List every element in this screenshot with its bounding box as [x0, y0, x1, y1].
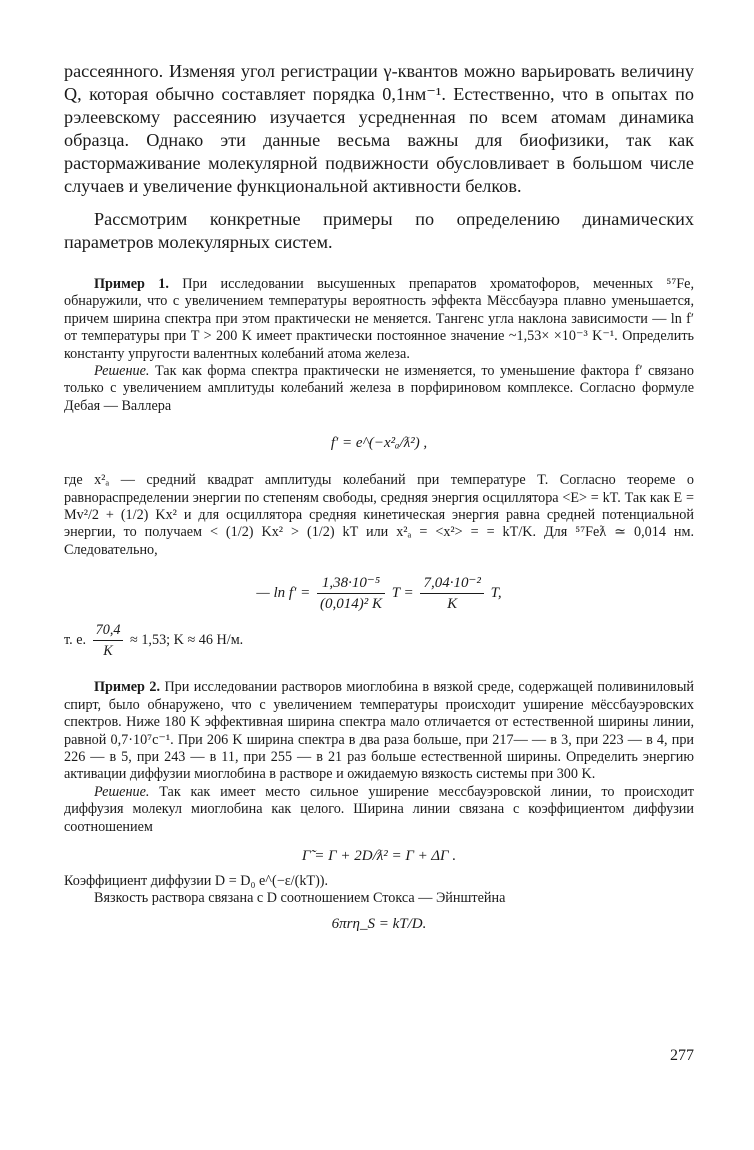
ln-f-mid: T = [391, 585, 414, 602]
stokes-einstein-formula: 6πrη_S = kT/D. [331, 915, 427, 932]
ln-f-lhs: — ln f′ = [256, 585, 311, 602]
page-number: 277 [670, 1047, 694, 1064]
fraction-2 [420, 573, 483, 614]
ln-f-formula [64, 573, 694, 614]
result-fraction [93, 620, 124, 661]
example-1-text: При исследовании высушенных препаратов хроматофоров, меченных ⁵⁷Fe, обнаружили, что с увеличением температуры вероятность эффекта Мёссбауэра плавно уменьшается, причем ширина спектра при этом практически не меняется. Тангенс угла наклона зависимости — ln f′ от температуры при T > 200 K имеет практически постоянное значение ~1,53× ×10⁻³ K⁻¹. Определить константу упругости валентных колебаний атома железа. [64, 276, 694, 362]
example-2-solution [64, 784, 694, 836]
example-1-statement [64, 276, 694, 363]
example-1-derivation: где x²ₐ — средний квадрат амплитуды колебаний при температуре T. Согласно теореме о равнораспределении энергии по степеням свободы, средняя энергия осциллятора <E> = kT. Так как E = Mv²/2 + (1/2) Kx² и для осциллятора средняя кинетическая энергия равна средней потенциальной энергии, то получаем < (1/2) Kx² > (1/2) kT или x²ₐ = <x²> = = kT/K. Для ⁵⁷Feƛ ≃ 0,014 нм. Следовательно, [64, 472, 694, 558]
example-1-label: Пример 1. [94, 276, 169, 292]
result-tail: ≈ 1,53; K ≈ 46 Н/м. [130, 632, 244, 649]
viscosity-text: Вязкость раствора связана с D соотношением Стокса — Эйнштейна [94, 890, 506, 907]
intro-paragraph-1: рассеянного. Изменяя угол регистрации γ-квантов можно варьировать величину Q, которая обычно составляет порядка 0,1нм⁻¹. Естественно, что в опытах по рэлеевскому рассеянию изучается усредненная по всем атомам динамика образца. Однако эти данные весьма важны для биофизики, так как растормаживание молекулярной подвижности обусловливает в большом числе случаев и увеличение функциональной активности белков. [64, 61, 694, 196]
debye-waller-formula: f′ = e^(−x²ₐ/ƛ²) , [330, 435, 428, 452]
example-1-solution-text: Так как форма спектра практически не изменяется, то уменьшение фактора f′ связано только с увеличением амплитуды колебаний железа в порфириновом комплексе. Согласно формуле Дебая — Валлера [64, 363, 694, 414]
fraction-1-denominator: (0,014)² K [319, 596, 382, 613]
line-width-formula: Γ̃ = Γ + 2D/ƛ² = Γ + ΔΓ . [301, 847, 457, 864]
example-2-statement [64, 679, 694, 783]
example-1-solution-label: Решение. [94, 363, 150, 380]
example-1-solution [64, 363, 694, 415]
intro-paragraph-2: Рассмотрим конкретные примеры по определению динамических параметров молекулярных систем. [64, 209, 694, 252]
fraction-2-denominator: K [447, 596, 458, 613]
fraction-2-numerator: 7,04·10⁻² [420, 573, 483, 594]
fraction-1-numerator: 1,38·10⁻⁵ [317, 573, 385, 594]
example-1-result [64, 620, 694, 661]
result-denominator: K [103, 643, 113, 660]
result-prefix: т. е. [64, 632, 87, 649]
result-numerator: 70,4 [93, 620, 124, 641]
example-2-label: Пример 2. [94, 679, 161, 696]
page-body [64, 60, 694, 939]
fraction-1 [317, 573, 385, 614]
diffusion-coefficient-text: Коэффициент диффузии D = D₀ e^(−ε/(kT)). [64, 872, 329, 889]
ln-f-end: T, [490, 585, 502, 602]
example-2-text: При исследовании растворов миоглобина в вязкой среде, содержащей поливиниловый спирт, было обнаружено, что с увеличением температуры происходит уширение мёссбауэровских спектров. Ниже 180 K эффективная ширина спектра мало отличается от естественной ширины линии, равной 0,7·10⁷с⁻¹. При 206 K ширина спектра в два раза больше, при 217— — в 3, при 223 — в 4, при 226 — в 5, при 243 — в 11, при 255 — в 21 раз больше естественной ширины. Определить энергию активации диффузии миоглобина в растворе и ожидаемую вязкость системы при 300 K. [64, 679, 695, 783]
example-2-solution-text: Так как имеет место сильное уширение мессбауэровской линии, то происходит диффузия молекул миоглобина как целого. Ширина линии связана с коэффициентом диффузии соотношением [64, 783, 695, 835]
example-2-solution-label: Решение. [94, 783, 150, 800]
